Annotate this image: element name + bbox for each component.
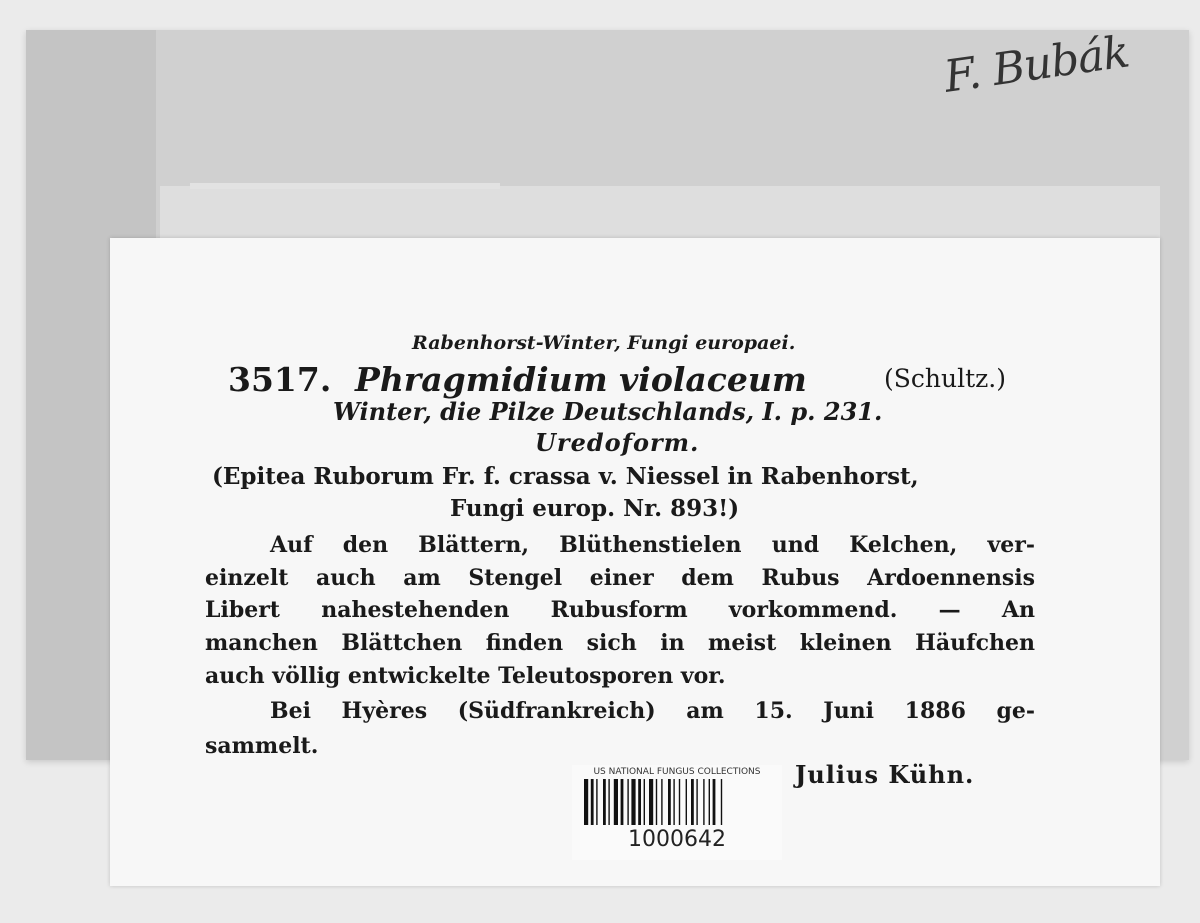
taxon-authority: (Schultz.) (884, 364, 1006, 393)
habitat-line-2: einzelt auch am Stengel einer dem Rubus Ardoennensis (205, 565, 1035, 591)
literature-reference: Winter, die Pilze Deutschlands, I. p. 231. (333, 397, 883, 426)
habitat-line-4: manchen Blättchen finden sich in meist kleinen Häufchen (205, 630, 1035, 656)
taxon-name: Phragmidium violaceum (355, 360, 807, 399)
handwritten-signature: F. Bubák (941, 26, 1132, 103)
locality-line-2: sammelt. (205, 733, 319, 759)
habitat-line-1: Auf den Blättern, Blüthenstielen und Kelchen, ver- (270, 532, 1035, 558)
barcode-icon (584, 779, 770, 825)
barcode-label (572, 765, 782, 860)
exsiccata-number: 3517. (228, 360, 332, 399)
spore-stage: Uredoform. (535, 428, 700, 457)
collector-name: Julius Kühn. (795, 760, 975, 789)
envelope-flap-edge (190, 183, 500, 189)
habitat-line-3: Libert nahestehenden Rubusform vorkommend. — An (205, 597, 1035, 623)
synonym-line-1: (Epitea Ruborum Fr. f. crassa v. Niessel in Rabenhorst, (212, 463, 919, 490)
habitat-line-5: auch völlig entwickelte Teleutosporen vor. (205, 663, 726, 689)
exsiccata-series: Rabenhorst-Winter, Fungi europaei. (412, 332, 796, 354)
barcode-header: US NATIONAL FUNGUS COLLECTIONS (593, 767, 761, 777)
synonym-line-2: Fungi europ. Nr. 893!) (450, 495, 740, 522)
locality-line-1: Bei Hyères (Südfrankreich) am 15. Juni 1886 ge- (270, 698, 1035, 724)
barcode-number: 1000642 (628, 827, 726, 852)
